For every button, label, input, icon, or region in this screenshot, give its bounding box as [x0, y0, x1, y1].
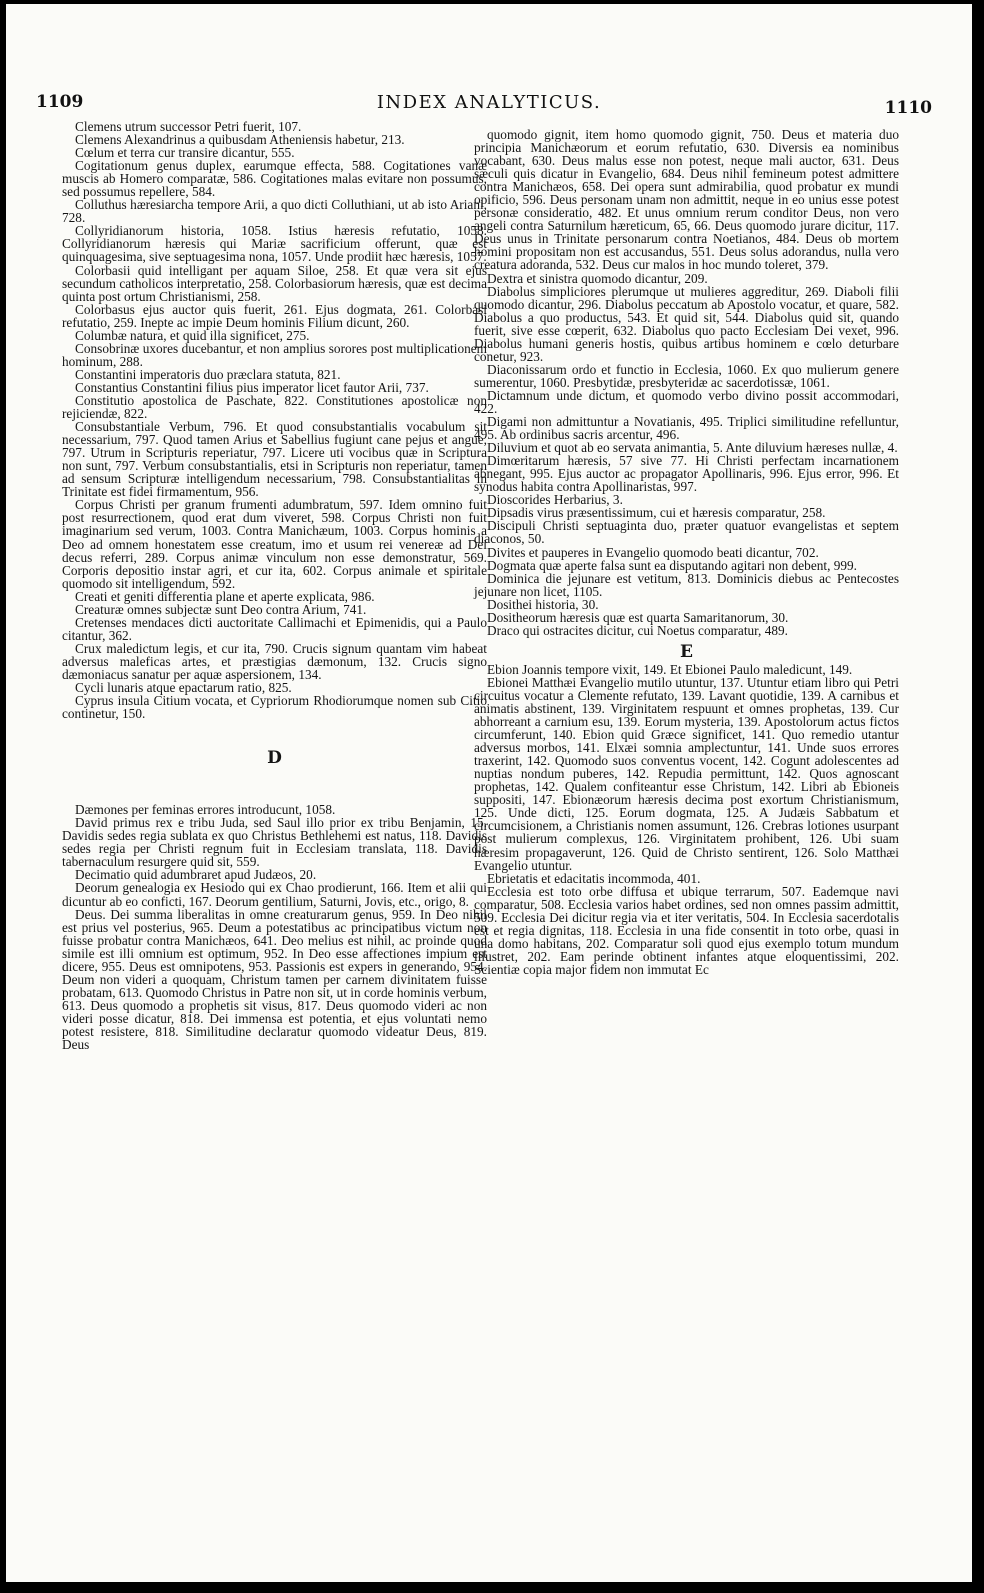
index-entry: Dosithei historia, 30.: [487, 596, 599, 612]
index-entry: Collyridianorum historia, 1058. Istius hæresis refutatio, 1058. Collyridianorum hæresis qui Mariæ sacrificium offerunt, quæ est quinquagesima, sive septuagesima nona, 1057. Unde prodiit hæc hæresis, 1057.: [62, 223, 487, 265]
index-entry: Constitutio apostolica de Paschate, 822. Constitutiones apostolicæ non rejiciendæ, 822.: [62, 392, 487, 422]
section-heading-e: E: [680, 641, 693, 662]
page-number-left: 1109: [36, 92, 84, 112]
index-entry: Consobrinæ uxores ducebantur, et non amplius sorores post multiplicationem hominum, 288.: [62, 340, 487, 369]
index-entry: Ebion Joannis tempore vixit, 149. Et Ebionei Paulo maledicunt, 149.: [487, 661, 853, 677]
index-entry: Dimœritarum hæresis, 57 sive 77. Hi Christi perfectam incarnationem abnegant, 995. Ejus auctor ac propagator Apollinaris, 996. Ejus error, 996. Et synodus habita contra Apollinaristas, 997.: [474, 453, 899, 495]
index-entry: Diabolus simpliciores plerumque ut mulieres aggreditur, 269. Diaboli filii quomodo dicantur, 296. Diabolus peccatum ab Apostolo vocatur, et quare, 582. Diabolus a quo productus, 543. Et quid sit, 544. Diabolus quid sit, quando fuerit, sive esse cœperit, 632. Diabolus quo pacto Ecclesiam Dei vexet, 996. Diabolus humani generis hostis, quibus artibus hominem e cœlo deturbare conetur, 923.: [474, 283, 899, 364]
index-entry: Columbæ natura, et quid illa significet, 275.: [75, 327, 310, 343]
running-title: INDEX ANALYTICUS.: [376, 92, 602, 113]
page: [6, 4, 972, 1582]
index-entry: Dioscorides Herbarius, 3.: [487, 492, 623, 508]
index-entry: Consubstantiale Verbum, 796. Et quod consubstantialis vocabulum sit necessarium, 797. Quod tamen Arius et Sabellius fugiunt cane pejus et angue, 797. Utrum in Scripturis reperiatur, 797. Licere uti vocibus quæ in Scriptura non sunt, 797. Verbum consubstantialis, etsi in Scripturis non reperiatur, tamen ad sensum Scripturæ intelligendum necessarium, 798. Consubstantialitas in Trinitate est fidei firmamentum, 956.: [62, 419, 487, 500]
index-entry: Discipuli Christi septuaginta duo, præter quatuor evangelistas et septem diaconos, 50.: [474, 518, 899, 547]
right-column: [474, 128, 899, 976]
index-entry: Crux maledictum legis, et cur ita, 790. Crucis signum quantam vim habeat adversus maleficas artes, et præstigias dæmonum, 132. Crucis signo dæmoniacus sanatur per aquæ aspersionem, 134.: [62, 640, 487, 682]
index-entry: Deus. Dei summa liberalitas in omne creaturarum genus, 959. In Deo nihil est prius vel posterius, 965. Deum a potestatibus ac principatibus victum non fuisse probatur contra Manichæos, 641. Deo melius est nihil, ac proinde quod simile est illi omnium est optimum, 952. In Deo esse affectiones impium est dicere, 955. Deus est omnipotens, 953. Passionis est expers in generando, 954. Deum non videri a quoquam, Christum tamen per carnem divinitatem fuisse probatam, 613. Quomodo Christus in Patre non sit, ut in corde hominis verbum, 613. Deus quomodo a prophetis sit visus, 817. Deus quomodo videri ac non videri posse dicatur, 818. Dei immensa est potentia, et ejus voluntati nemo potest resistere, 818. Similitudine declaratur quomodo videatur Deus, 819. Deus: [62, 906, 487, 1053]
index-entry: Diaconissarum ordo et functio in Ecclesia, 1060. Ex quo mulierum genere sumerentur, 1060. Presbytidæ, presbyteridæ ac sacerdotissæ, 1061.: [474, 361, 899, 390]
index-entry: Clemens Alexandrinus a quibusdam Atheniensis habetur, 213.: [75, 132, 405, 148]
index-entry: Dextra et sinistra quomodo dicantur, 209.: [487, 270, 708, 286]
entries-e: [474, 663, 899, 976]
index-entry: Colluthus hæresiarcha tempore Arii, a quo dicti Colluthiani, ut ab isto Ariani, 728.: [62, 197, 487, 226]
index-entry: Creaturæ omnes subjectæ sunt Deo contra Arium, 741.: [75, 601, 367, 617]
index-entry: Corpus Christi per granum frumenti adumbratum, 597. Idem omnino fuit post resurrectionem, quod erat dum viveret, 598. Corpus Christi non fuit imaginarium sed verum, 1003. Contra Manichæum, 1003. Corpus hominis a Deo ad omnem honestatem esse creatum, imo et usum rei venereæ ad Dei decus referri, 289. Corpus animæ vinculum non esse demonstratur, 569. Corporis depositio instar agri, et cur ita, 602. Corpus animale et spiritale quomodo sit intelligendum, 592.: [62, 497, 487, 591]
index-entry: Diluvium et quot ab eo servata animantia, 5. Ante diluvium hæreses nullæ, 4.: [487, 440, 898, 456]
index-entry: Divites et pauperes in Evangelio quomodo beati dicantur, 702.: [487, 544, 819, 560]
index-entry: Dositheorum hæresis quæ est quarta Samaritanorum, 30.: [487, 609, 789, 625]
index-entry: Decimatio quid adumbraret apud Judæos, 20.: [75, 867, 317, 883]
index-entry: Cretenses mendaces dicti auctoritate Callimachi et Epimenidis, qui a Paulo citantur, 362.: [62, 614, 487, 643]
index-entry: Cogitationum genus duplex, earumque effecta, 588. Cogitationes vanæ muscis ab Homero comparatæ, 586. Cogitationes malas evitare non possumus, sed possumus repellere, 584.: [62, 158, 487, 200]
left-column: [62, 120, 487, 1051]
index-entry: Dipsadis virus præsentissimum, cui et hæresis comparatur, 258.: [487, 505, 826, 521]
index-entry: Digami non admittuntur a Novatianis, 495. Triplici similitudine refelluntur, 495. Ab ordinibus sacris arcentur, 496.: [474, 414, 899, 443]
index-entry: Cyprus insula Citium vocata, et Cypriorum Rhodiorumque nomen sub Citio continetur, 150.: [62, 693, 487, 722]
index-entry: Colorbasii quid intelligant per aquam Siloe, 258. Et quæ vera sit ejus secundum catholicos interpretatio, 258. Colorbasiorum hæresis, quæ est decima quinta post ortum Christianismi, 258.: [62, 262, 487, 304]
index-entry: Creati et geniti differentia plane et aperte explicata, 986.: [75, 588, 375, 604]
entries-d: [62, 803, 487, 1051]
index-entry: Ebionei Matthæi Evangelio mutilo utuntur, 137. Utuntur etiam libro qui Petri circuitus vocatur a Clemente refutato, 139. Lavant quotidie, 139. A carnibus et animatis abstinent, 139. Virginitatem respuunt et omnes prophetas, 139. Cur abhorreant a carnium esu, 139. Eorum mysteria, 139. Apostolorum actus fictos circumferunt, 140. Ebion quid Græce significet, 141. Quo remedio utantur adversus morbos, 141. Elxæi somnia amplectuntur, 141. Unde suos errores traxerint, 142. Quomodo suos conventus vocent, 142. Cogunt adolescentes ad nuptias nondum puberes, 142. Repudia permittunt, 142. Quos agnoscant prophetas, 142. Qualem confiteantur esse Christum, 142. Libri ab Ebioneis suppositi, 147. Ebionæorum hæresis decima post exortum Christianismum, 125. Unde dicti, 125. Eorum dogmata, 125. A Judæis Sabbatum et circumcisionem, a Christianis nomen assumunt, 126. Crebras lotiones usurpant post mulierum complexus, 126. Virginitatem prohibent, 126. Ubi suam hæresim propagaverunt, 126. Quid de Christo sentirent, 126. Solo Matthæi Evangelio utuntur.: [474, 674, 899, 873]
index-entry: Dictamnum unde dictum, et quomodo verbo divino possit accommodari, 422.: [474, 387, 899, 416]
index-entry: Cœlum et terra cur transire dicantur, 555.: [75, 145, 295, 161]
section-heading-d: D: [267, 748, 282, 769]
page-number-right: 1110: [884, 98, 932, 118]
index-entry: Ecclesia est toto orbe diffusa et ubique terrarum, 507. Eademque navi comparatur, 508. Ecclesia varios habet ordines, sed non omnes passim admittit, 509. Ecclesia Dei dicitur regia via et iter veritatis, 504. In Ecclesia sacerdotalis est et regia dignitas, 118. Ecclesia in una fide consentit in toto orbe, quasi in una domo habitans, 202. Comparatur soli quod ejus exemplo totum mundum illustret, 202. Eam perinde obtinent infantes atque eloquentissimi, 202. Scientiæ copia major fidem non immutat Ec: [474, 883, 899, 977]
index-entry: Constantini imperatoris duo præclara statuta, 821.: [75, 366, 341, 382]
page-header: [6, 92, 972, 116]
index-entry: Clemens utrum successor Petri fuerit, 107.: [75, 119, 302, 134]
entries-c: [62, 120, 487, 720]
index-entry: Cycli lunaris atque epactarum ratio, 825.: [75, 680, 292, 696]
index-entry: Ebrietatis et edacitatis incommoda, 401.: [487, 870, 701, 886]
index-entry: Constantius Constantini filius pius imperator licet fautor Arii, 737.: [75, 379, 429, 395]
index-entry: Dominica die jejunare est vetitum, 813. Dominicis diebus ac Pentecostes jejunare non licet, 1105.: [474, 570, 899, 599]
index-entry: Dæmones per feminas errores introducunt, 1058.: [75, 802, 336, 818]
index-entry: Deorum genealogia ex Hesiodo qui ex Chao prodierunt, 166. Item et alii qui dicuntur ab eo conficti, 167. Deorum gentilium, Saturni, Jovis, etc., origo, 8.: [62, 880, 487, 909]
index-entry: quomodo gignit, item homo quomodo gignit, 750. Deus et materia duo principia Manichæorum et eorum refutatio, 630. Diversis ea nominibus vocabant, 630. Deus malus esse non potest, neque mali auctor, 631. Deus sæculi quis dicatur in Evangelio, 684. Deus nihil femineum potest admittere contra Manichæos, 658. Dei opera sunt admirabilia, quod probatur ex mundi opificio, 596. Deus personam unam non admittit, neque in eo unius esse potest personæ consideratio, 482. Et unus omnium rerum conditor Deus, non vero angeli contra Saturnilum hæreticum, 65, 66. Deus quomodo jurare dicitur, 117. Deus unus in Trinitate personarum contra Noetianos, 484. Deus ob mortem homini propositam non est accusandus, 551. Deus solus adorandus, nulla vero creatura adoranda, 532. Deus cur malos in hoc mundo toleret, 379.: [474, 127, 899, 273]
index-entry: David primus rex e tribu Juda, sed Saul illo prior ex tribu Benjamin, 15. Davidis sedes regia sublata ex quo Christus Bethlehemi est natus, 118. Davidis sedes regia per Christi regnum fuit in Ecclesiam translata, 118. Davidis tabernaculum resurgere quid sit, 559.: [62, 815, 487, 870]
entries-d-continued: [474, 128, 899, 637]
index-entry: Colorbasus ejus auctor quis fuerit, 261. Ejus dogmata, 261. Colorbasi refutatio, 259. Inepte ac impie Deum hominis Filium dicunt, 260.: [62, 301, 487, 330]
index-entry: Draco qui ostracites dicitur, cui Noetus comparatur, 489.: [487, 622, 788, 638]
index-entry: Dogmata quæ aperte falsa sunt ea disputando agitari non debent, 999.: [487, 557, 857, 573]
